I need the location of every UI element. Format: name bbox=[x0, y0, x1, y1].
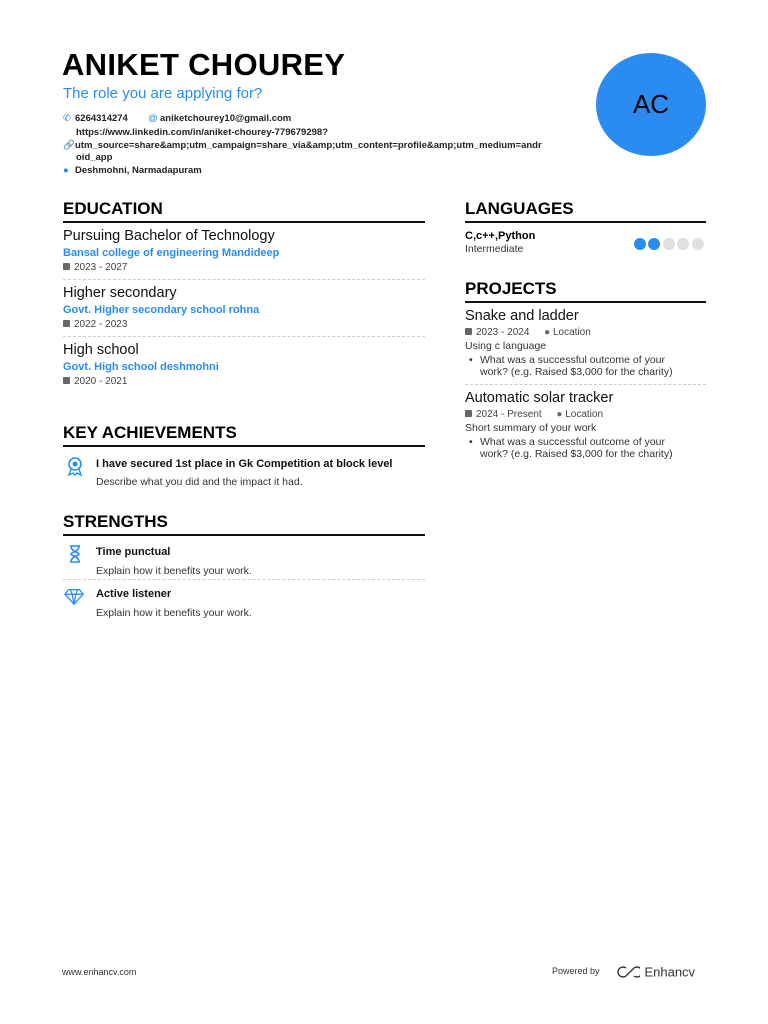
strength-item: Active listener Explain how it benefits your work. bbox=[63, 586, 425, 621]
rating-dot-filled bbox=[634, 238, 646, 250]
link-icon: 🔗 bbox=[63, 139, 75, 151]
calendar-icon bbox=[63, 263, 70, 270]
calendar-icon bbox=[465, 328, 472, 335]
rating-dot-empty bbox=[677, 238, 689, 250]
achievements-section bbox=[63, 423, 425, 489]
powered-by-label: Powered by bbox=[552, 966, 600, 976]
divider bbox=[63, 336, 425, 337]
location-pin-icon: ● bbox=[556, 409, 563, 420]
at-icon: @ bbox=[148, 113, 158, 124]
project-item: Automatic solar tracker 2024 - Present ● Location Short summary of your work • What was a successful outcome of your work? (e.g. Raised $3,000 for the charity) bbox=[465, 390, 706, 460]
award-icon bbox=[65, 456, 85, 476]
education-item: Pursuing Bachelor of Technology Bansal college of engineering Mandideep 2023 - 2027 bbox=[63, 228, 280, 273]
education-heading: EDUCATION bbox=[63, 199, 425, 223]
phone-contact: ✆ 6264314274 bbox=[63, 113, 128, 124]
candidate-name: ANIKET CHOUREY bbox=[62, 47, 346, 82]
calendar-icon bbox=[63, 320, 70, 327]
languages-section bbox=[465, 199, 706, 260]
projects-heading: PROJECTS bbox=[465, 279, 706, 303]
education-section bbox=[63, 199, 425, 387]
rating-dot-filled bbox=[648, 238, 660, 250]
education-item: High school Govt. High school deshmohni 2020 - 2021 bbox=[63, 342, 219, 387]
phone-icon: ✆ bbox=[63, 113, 71, 124]
job-role: The role you are applying for? bbox=[63, 85, 263, 102]
language-rating bbox=[634, 237, 707, 255]
location-contact: ● Deshmohni, Narmadapuram bbox=[63, 165, 202, 176]
project-bullet: • What was a successful outcome of your work? (e.g. Raised $3,000 for the charity) bbox=[469, 354, 673, 378]
strength-item: Time punctual Explain how it benefits your work. bbox=[63, 544, 425, 579]
divider bbox=[465, 384, 706, 385]
footer-website[interactable]: www.enhancv.com bbox=[62, 967, 137, 977]
calendar-icon bbox=[465, 410, 472, 417]
linkedin-contact[interactable]: https://www.linkedin.com/in/aniket-chourey-779679298? 🔗utm_source=share&amp;utm_campaign=share_via&amp;utm_content=profile&amp;utm_medium=andr oid_app bbox=[63, 127, 542, 163]
location-pin-icon: ● bbox=[63, 165, 69, 176]
project-item: Snake and ladder 2023 - 2024 ● Location Using c language • What was a successful outcome of your work? (e.g. Raised $3,000 for the charity) bbox=[465, 308, 706, 378]
education-item: Higher secondary Govt. Higher secondary school rohna 2022 - 2023 bbox=[63, 285, 260, 330]
achievement-item: I have secured 1st place in Gk Competition at block level Describe what you did and the impact it had. bbox=[63, 455, 425, 489]
divider bbox=[63, 279, 425, 280]
enhancv-logo[interactable]: Enhancv bbox=[616, 963, 695, 981]
projects-section bbox=[465, 279, 706, 460]
hourglass-icon bbox=[65, 544, 85, 564]
rating-dot-empty bbox=[663, 238, 675, 250]
project-bullet: • What was a successful outcome of your work? (e.g. Raised $3,000 for the charity) bbox=[469, 436, 673, 460]
languages-heading: LANGUAGES bbox=[465, 199, 706, 223]
strengths-heading: STRENGTHS bbox=[63, 512, 425, 536]
calendar-icon bbox=[63, 377, 70, 384]
achievements-heading: KEY ACHIEVEMENTS bbox=[63, 423, 425, 447]
rating-dot-empty bbox=[692, 238, 704, 250]
email-contact[interactable]: @ aniketchourey10@gmail.com bbox=[148, 113, 292, 124]
strengths-section bbox=[63, 512, 425, 621]
diamond-icon bbox=[64, 586, 84, 606]
avatar: AC bbox=[596, 53, 706, 156]
language-item: C,c++,Python Intermediate bbox=[465, 230, 706, 260]
location-pin-icon: ● bbox=[544, 327, 551, 338]
divider bbox=[63, 579, 425, 580]
enhancv-logo-icon bbox=[616, 965, 640, 979]
